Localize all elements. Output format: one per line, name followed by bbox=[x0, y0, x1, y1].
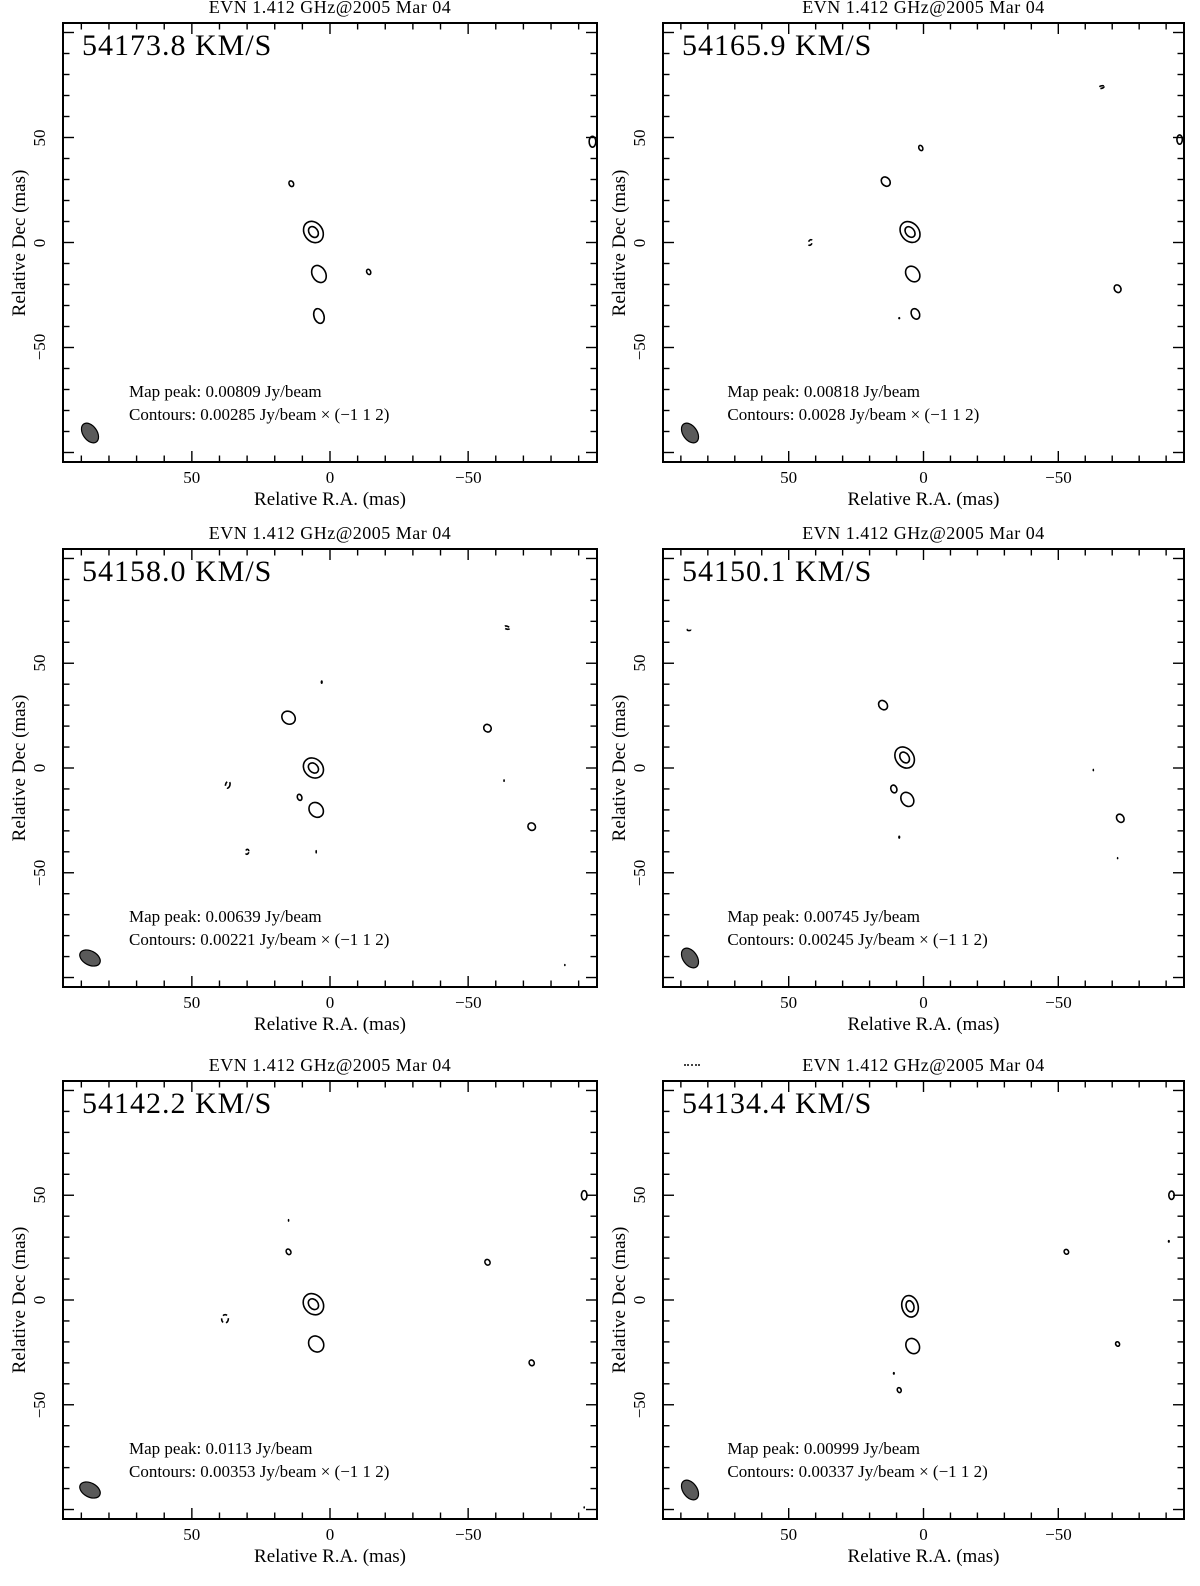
x-tick-label: −50 bbox=[1045, 468, 1072, 487]
y-tick-label: 50 bbox=[30, 1186, 49, 1204]
x-tick-label: 0 bbox=[919, 1525, 928, 1544]
x-tick-label: 0 bbox=[919, 468, 928, 487]
contour-panel-1 bbox=[9, 0, 598, 510]
panel-title: EVN 1.412 GHz@2005 Mar 04 bbox=[208, 1055, 452, 1075]
y-axis-label: Relative Dec (mas) bbox=[609, 694, 630, 842]
x-tick-label: 0 bbox=[919, 993, 928, 1012]
y-tick-label: 50 bbox=[630, 1186, 649, 1204]
peak-annotation bbox=[129, 381, 389, 427]
map-peak-text: Map peak: 0.00999 Jy/beam bbox=[727, 1439, 921, 1459]
map-peak-text: Map peak: 0.00639 Jy/beam bbox=[129, 907, 322, 927]
peak-annotation bbox=[727, 381, 979, 427]
x-axis-label: Relative R.A. (mas) bbox=[847, 1014, 1000, 1035]
x-tick-label: 50 bbox=[780, 1525, 798, 1544]
y-tick-label: 50 bbox=[30, 129, 49, 147]
y-tick-label: 0 bbox=[30, 1295, 49, 1305]
contour-panel-2 bbox=[609, 0, 1185, 510]
contour-panel-6 bbox=[609, 1055, 1185, 1567]
peak-annotation bbox=[129, 906, 389, 952]
y-tick-label: 0 bbox=[630, 763, 649, 773]
map-peak-text: Map peak: 0.0113 Jy/beam bbox=[129, 1439, 313, 1459]
panel-title: EVN 1.412 GHz@2005 Mar 04 bbox=[208, 0, 452, 17]
peak-annotation bbox=[727, 1438, 987, 1484]
contour-levels-text: Contours: 0.00353 Jy/beam × (−1 1 2) bbox=[129, 1462, 390, 1482]
peak-annotation bbox=[727, 906, 987, 952]
panel-title: EVN 1.412 GHz@2005 Mar 04 bbox=[802, 523, 1045, 543]
print-artifact bbox=[684, 1064, 700, 1066]
x-tick-label: 50 bbox=[780, 468, 798, 487]
x-tick-label: 0 bbox=[325, 468, 335, 487]
contour-panel-4 bbox=[609, 523, 1185, 1035]
y-tick-label: −50 bbox=[30, 1391, 49, 1419]
contour-levels-text: Contours: 0.00245 Jy/beam × (−1 1 2) bbox=[727, 930, 988, 950]
y-tick-label: −50 bbox=[30, 859, 49, 887]
y-tick-label: −50 bbox=[30, 334, 49, 361]
x-tick-label: 0 bbox=[325, 993, 335, 1012]
y-tick-label: 0 bbox=[630, 1295, 649, 1305]
y-axis-label: Relative Dec (mas) bbox=[9, 169, 30, 316]
map-peak-text: Map peak: 0.00809 Jy/beam bbox=[129, 382, 322, 402]
y-tick-label: 0 bbox=[630, 238, 649, 247]
y-tick-label: −50 bbox=[630, 334, 649, 361]
y-axis-label: Relative Dec (mas) bbox=[609, 169, 630, 316]
y-tick-label: 50 bbox=[30, 654, 49, 672]
velocity-label: 54165.9 KM/S bbox=[682, 29, 873, 62]
x-axis-label: Relative R.A. (mas) bbox=[254, 1014, 406, 1035]
peak-annotation bbox=[129, 1438, 389, 1484]
panel-title: EVN 1.412 GHz@2005 Mar 04 bbox=[802, 0, 1045, 17]
contour-levels-text: Contours: 0.00337 Jy/beam × (−1 1 2) bbox=[727, 1462, 988, 1482]
x-tick-label: 50 bbox=[780, 993, 798, 1012]
velocity-label: 54150.1 KM/S bbox=[682, 555, 873, 588]
x-tick-label: 50 bbox=[183, 468, 201, 487]
map-peak-text: Map peak: 0.00745 Jy/beam bbox=[727, 907, 921, 927]
x-tick-label: −50 bbox=[454, 468, 482, 487]
panel-title: EVN 1.412 GHz@2005 Mar 04 bbox=[208, 523, 452, 543]
x-tick-label: 50 bbox=[183, 993, 201, 1012]
velocity-label: 54173.8 KM/S bbox=[82, 29, 273, 62]
velocity-label: 54134.4 KM/S bbox=[682, 1087, 873, 1120]
x-axis-label: Relative R.A. (mas) bbox=[254, 489, 406, 510]
y-tick-label: 50 bbox=[630, 129, 649, 147]
contour-panel-5 bbox=[9, 1055, 598, 1567]
map-peak-text: Map peak: 0.00818 Jy/beam bbox=[727, 382, 921, 402]
y-tick-label: 50 bbox=[630, 654, 649, 672]
x-axis-label: Relative R.A. (mas) bbox=[254, 1546, 406, 1567]
y-axis-label: Relative Dec (mas) bbox=[9, 694, 30, 842]
x-tick-label: −50 bbox=[1045, 1525, 1072, 1544]
x-axis-label: Relative R.A. (mas) bbox=[847, 489, 1000, 510]
y-tick-label: 0 bbox=[30, 238, 49, 247]
contour-panel-3 bbox=[9, 523, 598, 1035]
contour-levels-text: Contours: 0.0028 Jy/beam × (−1 1 2) bbox=[727, 405, 980, 425]
x-axis-label: Relative R.A. (mas) bbox=[847, 1546, 1000, 1567]
x-tick-label: −50 bbox=[1045, 993, 1072, 1012]
y-axis-label: Relative Dec (mas) bbox=[609, 1226, 630, 1374]
panel-title: EVN 1.412 GHz@2005 Mar 04 bbox=[802, 1055, 1045, 1075]
velocity-label: 54158.0 KM/S bbox=[82, 555, 273, 588]
y-tick-label: 0 bbox=[30, 763, 49, 773]
x-tick-label: −50 bbox=[454, 993, 482, 1012]
y-tick-label: −50 bbox=[630, 1391, 649, 1419]
x-tick-label: 0 bbox=[325, 1525, 335, 1544]
y-tick-label: −50 bbox=[630, 859, 649, 887]
contour-levels-text: Contours: 0.00221 Jy/beam × (−1 1 2) bbox=[129, 930, 390, 950]
y-axis-label: Relative Dec (mas) bbox=[9, 1226, 30, 1374]
contour-levels-text: Contours: 0.00285 Jy/beam × (−1 1 2) bbox=[129, 405, 390, 425]
x-tick-label: 50 bbox=[183, 1525, 201, 1544]
x-tick-label: −50 bbox=[454, 1525, 482, 1544]
velocity-label: 54142.2 KM/S bbox=[82, 1087, 273, 1120]
